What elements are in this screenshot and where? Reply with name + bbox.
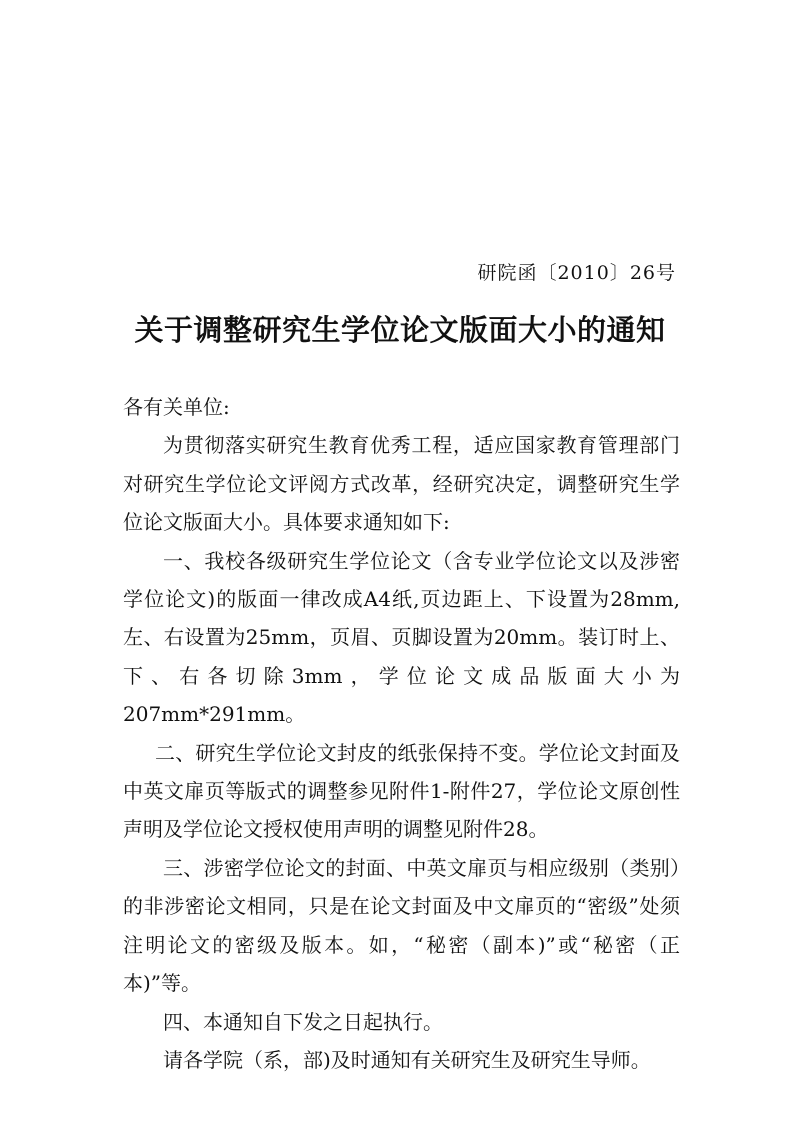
salutation: 各有关单位: (123, 395, 230, 419)
paragraph-item-4: 四、本通知自下发之日起执行。 (163, 1009, 443, 1034)
paragraph-item-1: 一、我校各级研究生学位论文（含专业学位论文以及涉密学位论文)的版面一律改成A4纸,页边距上、下设置为28mm,左、右设置为25mm，页眉、页脚设置为20mm。装订时上、下、右各切除3mm，学位论文成品版面大小为207mm*291mm。 (123, 548, 680, 727)
paragraph-intro: 为贯彻落实研究生教育优秀工程，适应国家教育管理部门对研究生学位论文评阅方式改革，经研究决定，调整研究生学位论文版面大小。具体要求通知如下: (123, 433, 680, 535)
paragraph-closing: 请各学院（系，部)及时通知有关研究生及研究生导师。 (163, 1047, 651, 1072)
document-body (123, 388, 680, 1079)
paragraph-item-2: 二、研究生学位论文封皮的纸张保持不变。学位论文封面及中英文扉页等版式的调整参见附件1-附件27，学位论文原创性声明及学位论文授权使用声明的调整见附件28。 (123, 740, 680, 842)
paragraph-item-3: 三、涉密学位论文的封面、中英文扉页与相应级别（类别）的非涉密论文相同，只是在论文封面及中文扉页的“密级”处须注明论文的密级及版本。如，“秘密（副本)”或“秘密（正本)”等。 (123, 855, 680, 996)
document-title: 关于调整研究生学位论文版面大小的通知 (134, 313, 666, 347)
document-number: 研院函〔2010〕26号 (477, 262, 676, 284)
